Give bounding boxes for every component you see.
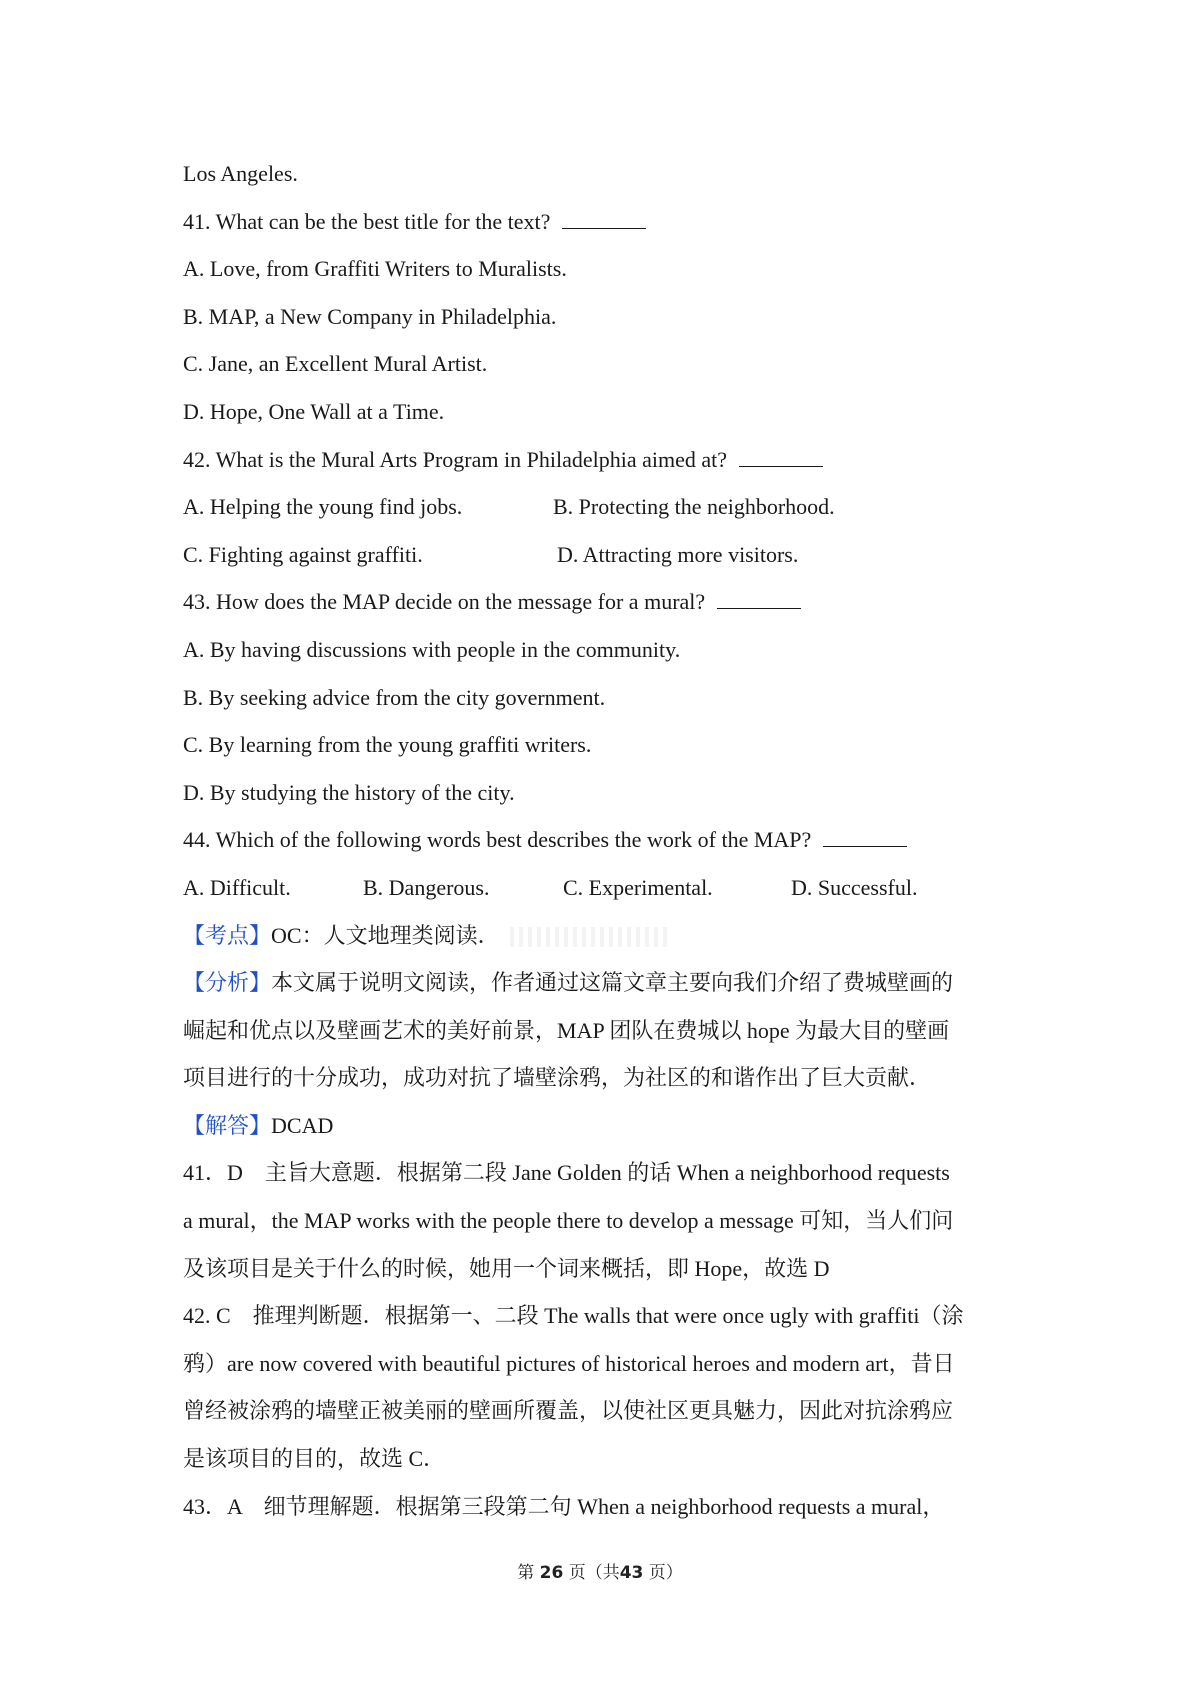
answer-blank <box>823 820 907 847</box>
answer-43-line-1: 43．A 细节理解题．根据第三段第二句 When a neighborhood requests a mural， <box>183 1493 945 1519</box>
option-41-d: D. Hope, One Wall at a Time. <box>183 398 445 424</box>
options-42-row1 <box>183 483 1033 531</box>
option-42-c: C. Fighting against graffiti. <box>183 541 423 567</box>
option-42-d: D. Attracting more visitors. <box>557 541 799 567</box>
answer-blank <box>717 582 801 609</box>
option-43-b: B. By seeking advice from the city government. <box>183 684 606 710</box>
option-43-a: A. By having discussions with people in the community. <box>183 636 681 662</box>
option-42-a: A. Helping the young find jobs. <box>183 494 463 520</box>
page-number: 26 <box>539 1563 564 1583</box>
answer-42-line-1: 42. C 推理判断题．根据第一、二段 The walls that were once ugly with graffiti（涂 <box>183 1303 964 1329</box>
question-text: 42. What is the Mural Arts Program in Philadelphia aimed at? <box>183 446 727 472</box>
question-43 <box>183 578 1033 626</box>
answer-42-line-2: 鸦）are now covered with beautiful pictures of historical heroes and modern art，昔日 <box>183 1350 955 1376</box>
options-42-row2 <box>183 531 1033 579</box>
answer-41-line-2: a mural，the MAP works with the people there to develop a message 可知，当人们问 <box>183 1208 954 1234</box>
answer-41-line-1: 41．D 主旨大意题．根据第二段 Jane Golden 的话 When a neighborhood requests <box>183 1160 950 1186</box>
answer-blank <box>739 440 823 467</box>
fenxi-line-2: 崛起和优点以及壁画艺术的美好前景，MAP 团队在费城以 hope 为最大目的壁画 <box>183 1017 950 1043</box>
option-44-c: C. Experimental. <box>563 874 713 900</box>
option-41-b: B. MAP, a New Company in Philadelphia. <box>183 303 557 329</box>
footer-prefix: 第 <box>517 1563 535 1583</box>
question-text: 44. Which of the following words best describes the work of the MAP? <box>183 827 812 853</box>
jieda-tag: 【解答】 <box>183 1112 272 1138</box>
kaodian-tag: 【考点】 <box>183 922 272 948</box>
faint-watermark <box>510 927 670 947</box>
question-44 <box>183 816 1033 864</box>
options-44-row <box>183 864 1033 912</box>
answer-42-line-3: 曾经被涂鸦的墙壁正被美丽的壁画所覆盖，以使社区更具魅力，因此对抗涂鸦应 <box>183 1398 954 1424</box>
fenxi-line-1 <box>183 959 1033 1007</box>
answer-42-line-4: 是该项目的目的，故选 C． <box>183 1446 446 1472</box>
question-42 <box>183 436 1033 484</box>
answer-blank <box>562 202 646 229</box>
text-line: Los Angeles. <box>183 161 298 186</box>
option-41-c: C. Jane, an Excellent Mural Artist. <box>183 351 488 377</box>
page-total: 43 <box>619 1563 644 1583</box>
page-content <box>183 150 1033 1530</box>
question-41 <box>183 198 1033 246</box>
footer-suffix: 页） <box>648 1563 683 1583</box>
question-text: 41. What can be the best title for the text? <box>183 208 551 234</box>
fenxi-text: 本文属于说明文阅读，作者通过这篇文章主要向我们介绍了费城壁画的 <box>271 970 954 996</box>
kaodian-line <box>183 912 1033 960</box>
fenxi-tag: 【分析】 <box>183 970 272 996</box>
question-text: 43. How does the MAP decide on the message for a mural? <box>183 589 706 615</box>
answer-41-line-3: 及该项目是关于什么的时候，她用一个词来概括，即 Hope，故选 D <box>183 1255 830 1281</box>
option-43-d: D. By studying the history of the city. <box>183 779 515 805</box>
fenxi-line-3: 项目进行的十分成功，成功对抗了墙壁涂鸦，为社区的和谐作出了巨大贡献． <box>183 1065 932 1091</box>
option-42-b: B. Protecting the neighborhood. <box>553 494 835 520</box>
option-44-a: A. Difficult. <box>183 874 291 900</box>
page-footer <box>0 1558 1200 1583</box>
option-43-c: C. By learning from the young graffiti writers. <box>183 732 592 758</box>
footer-middle: 页（共 <box>568 1563 620 1583</box>
jieda-line <box>183 1102 1033 1150</box>
option-41-a: A. Love, from Graffiti Writers to Muralists. <box>183 256 567 282</box>
jieda-text: DCAD <box>271 1112 334 1138</box>
kaodian-text: OC：人文地理类阅读． <box>271 922 500 948</box>
option-44-b: B. Dangerous. <box>363 874 490 900</box>
option-44-d: D. Successful. <box>791 874 918 900</box>
